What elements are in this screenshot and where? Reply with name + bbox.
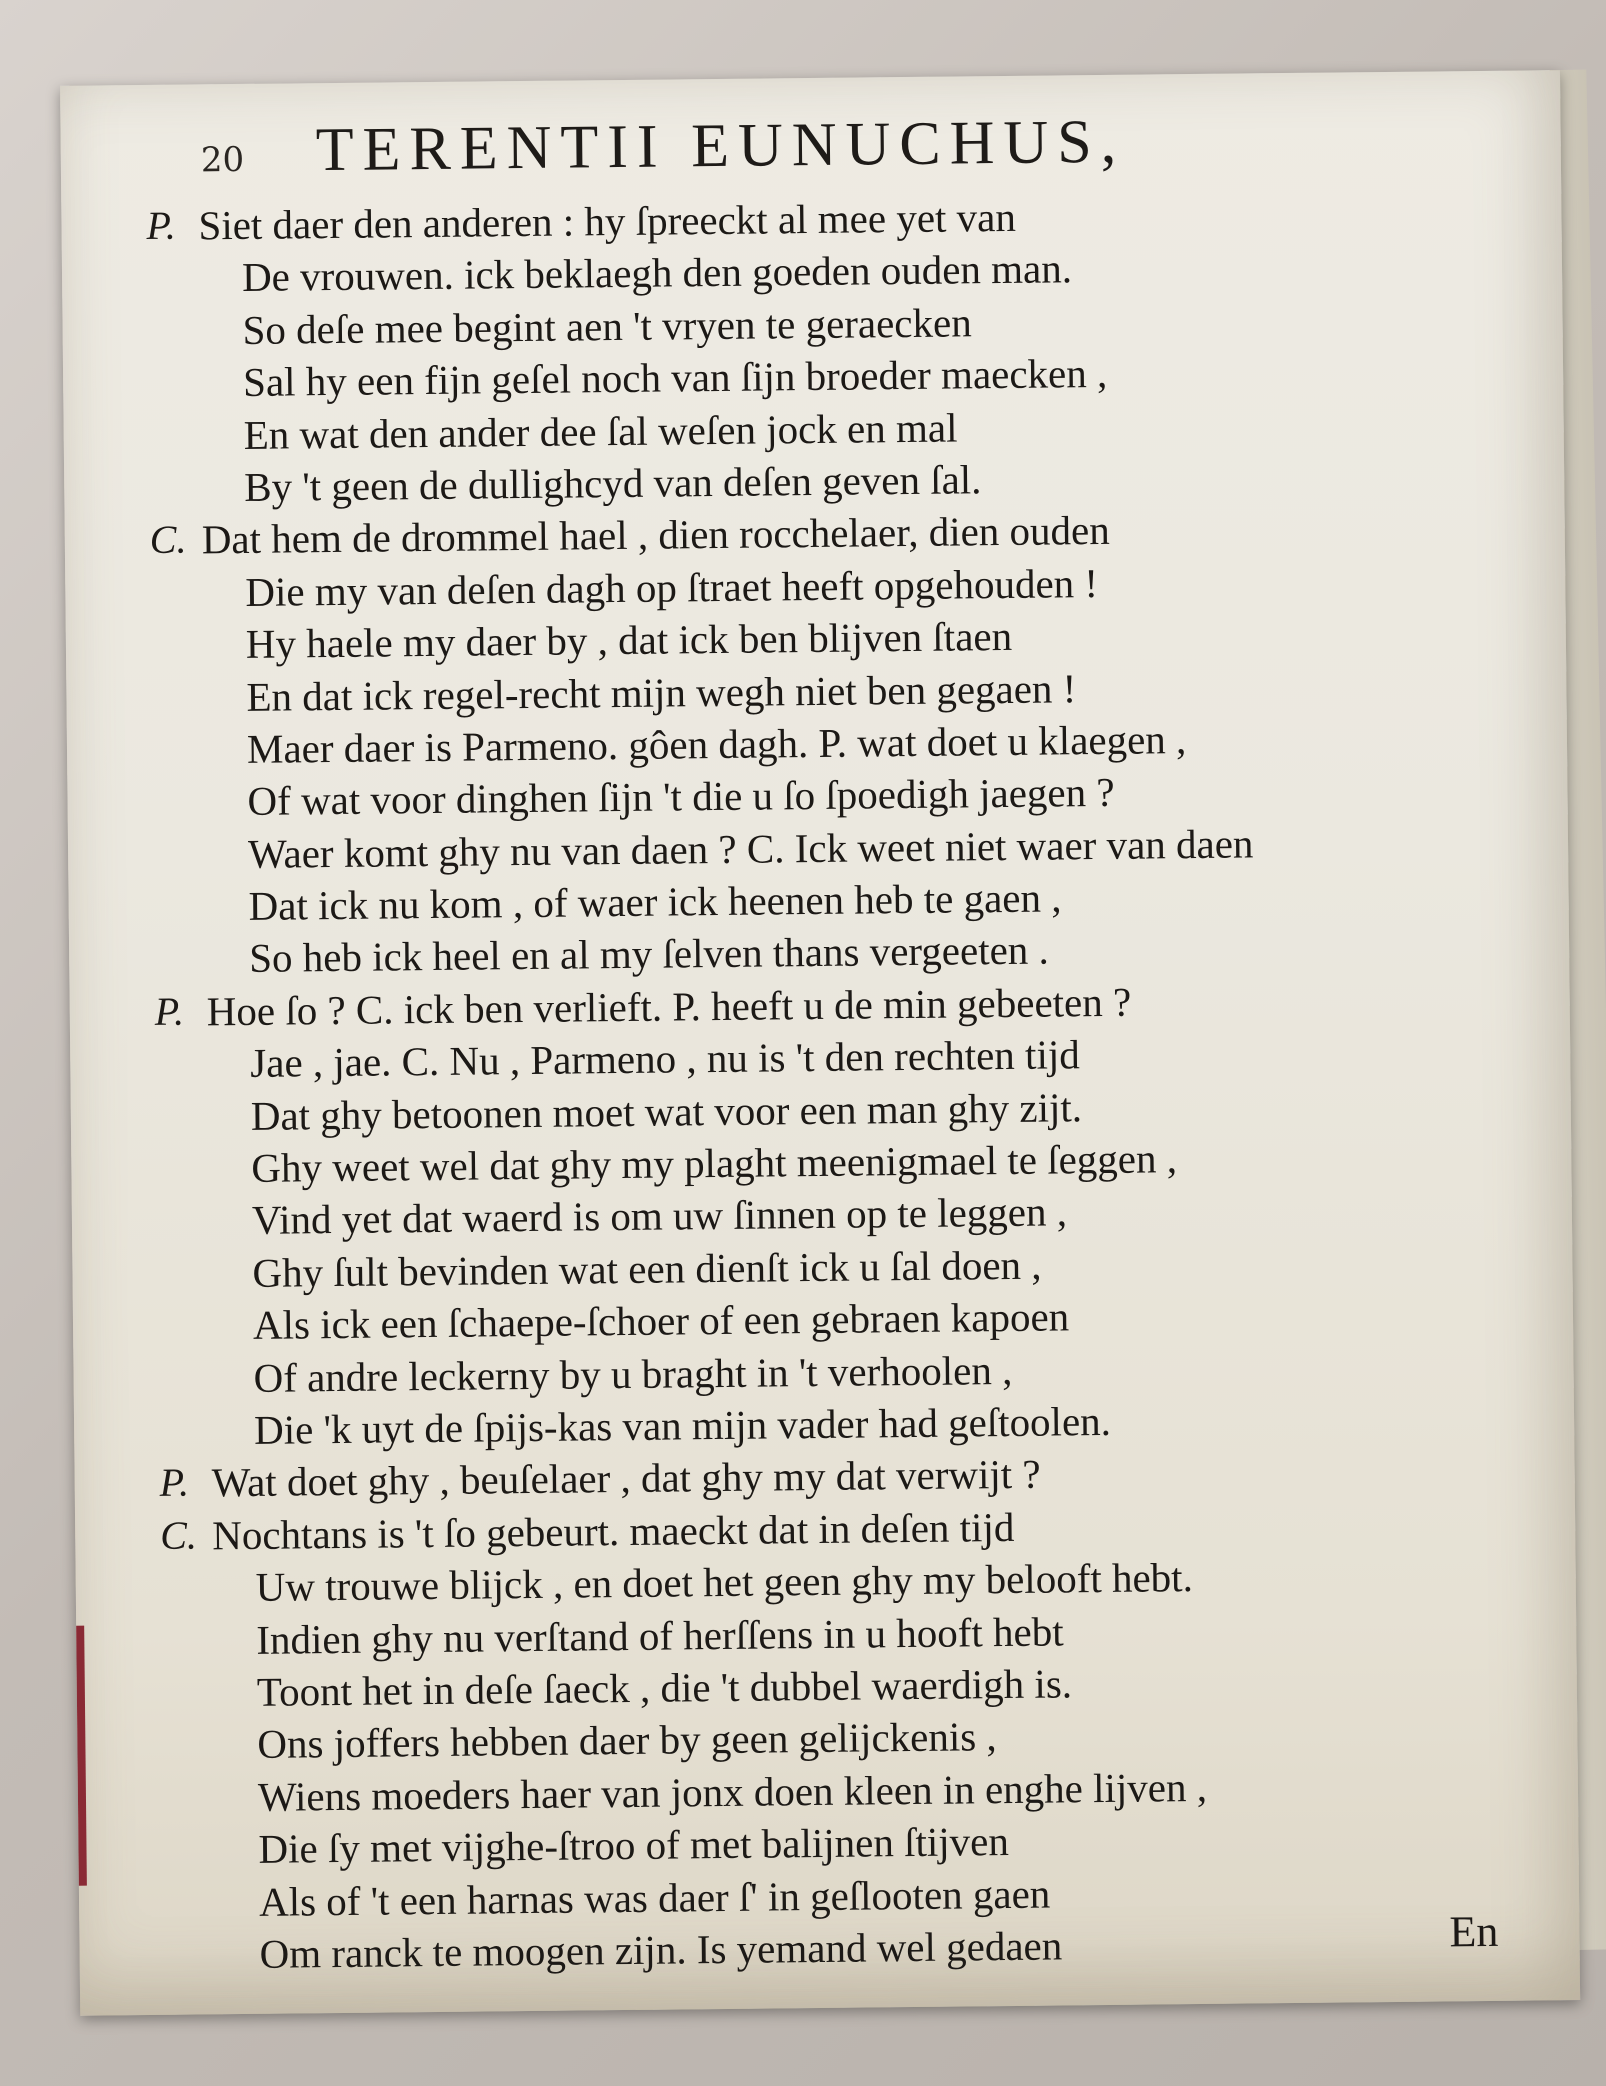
running-title: TERENTII EUNUCHUS, xyxy=(315,107,1126,185)
verse-text: Dat hem de drommel hael , dien rocchelaer, dien ouden xyxy=(201,507,1110,563)
verse-text: Ons joffers hebben daer by geen gelijckenis , xyxy=(257,1713,997,1768)
verse-text: Ghy weet wel dat ghy my plaght meenigmael te ſeggen , xyxy=(251,1135,1178,1191)
verse-text: Siet daer den anderen : hy ſpreeckt al mee yet van xyxy=(198,193,1017,249)
verse-text: Als ick een ſchaepe-ſchoer of een gebraen kapoen xyxy=(252,1293,1070,1349)
verse-text: Hy haele my daer by , dat ick ben blijven ſtaen xyxy=(245,613,1013,668)
verse-text: So deſe mee begint aen 't vryen te geraecken xyxy=(242,299,972,353)
verse-text: Die 'k uyt de ſpijs-kas van mijn vader had geſtoolen. xyxy=(253,1397,1112,1453)
verse-text: Dat ick nu kom , of waer ick heenen heb te gaen , xyxy=(248,874,1062,930)
verse-text: Jae , jae. C. Nu , Parmeno , nu is 't den rechten tijd xyxy=(250,1031,1080,1087)
verse-text: Sal hy een fijn geſel noch van ſijn broeder maecken , xyxy=(242,350,1108,406)
verse-text: Vind yet dat waerd is om uw ſinnen op te leggen , xyxy=(251,1188,1068,1244)
catchword: En xyxy=(1449,1906,1499,1957)
verse-text: Die ſy met vijghe-ſtroo of met balijnen ſtijven xyxy=(258,1818,1010,1872)
speaker-label: P. xyxy=(146,202,177,248)
verse-text: By 't geen de dullighcyd van deſen geven ſal. xyxy=(244,456,982,510)
verse-text: Wiens moeders haer van jonx doen kleen in enghe lijven , xyxy=(257,1763,1208,1820)
verse-text: Waer komt ghy nu van daen ? C. Ick weet niet waer van daen xyxy=(247,820,1254,877)
verse-text: En wat den ander dee ſal weſen jock en mal xyxy=(243,404,958,458)
verse-text: Ghy ſult bevinden wat een dienſt ick u ſal doen , xyxy=(252,1241,1042,1296)
verse-text: Dat ghy betoonen moet wat voor een man ghy zijt. xyxy=(250,1083,1083,1139)
verse-text: So heb ick heel en al my ſelven thans vergeeten . xyxy=(248,927,1050,982)
verse-text: Uw trouwe blijck , en doet het geen ghy my belooft hebt. xyxy=(255,1554,1194,1611)
verse-text: Hoe ſo ? C. ick ben verlieft. P. heeft u de min gebeeten ? xyxy=(206,978,1132,1035)
verse-text: Die my van deſen dagh op ſtraet heeft opgehouden ! xyxy=(245,559,1099,615)
speaker-label: P. xyxy=(159,1459,190,1506)
verse-text: De vrouwen. ick beklaegh den goeden ouden man. xyxy=(241,245,1073,301)
verse-text: Maer daer is Parmeno. gôen dagh. P. wat doet u klaegen , xyxy=(246,716,1187,772)
verse-text: Nochtans is 't ſo gebeurt. maeckt dat in deſen tijd xyxy=(211,1503,1015,1559)
page-number: 20 xyxy=(200,139,245,181)
verse-text: Toont het in deſe ſaeck , die 't dubbel waerdigh is. xyxy=(256,1660,1073,1715)
verse-text: Als of 't een harnas was daer ſ' in geſlooten gaen xyxy=(258,1870,1051,1925)
verse-text: Wat doet ghy , beuſelaer , dat ghy my dat verwijt ? xyxy=(211,1451,1041,1506)
verse-text: Indien ghy nu verſtand of herſſens in u hooft hebt xyxy=(256,1607,1064,1663)
verse-text: Of wat voor dinghen ſijn 't die u ſo ſpoedigh jaegen ? xyxy=(247,769,1115,825)
verse-text: Om ranck te moogen zijn. Is yemand wel gedaen xyxy=(259,1922,1063,1977)
speaker-label: C. xyxy=(159,1512,198,1558)
verse-block xyxy=(146,185,1565,1981)
speaker-label: C. xyxy=(149,516,187,563)
verse-text: En dat ick regel-recht mijn wegh niet ben gegaen ! xyxy=(246,664,1077,720)
book-page xyxy=(60,70,1580,2016)
verse-text: Of andre leckerny by u braght in 't verhoolen , xyxy=(253,1346,1013,1401)
speaker-label: P. xyxy=(154,988,185,1034)
binding-edge xyxy=(76,1626,87,1886)
